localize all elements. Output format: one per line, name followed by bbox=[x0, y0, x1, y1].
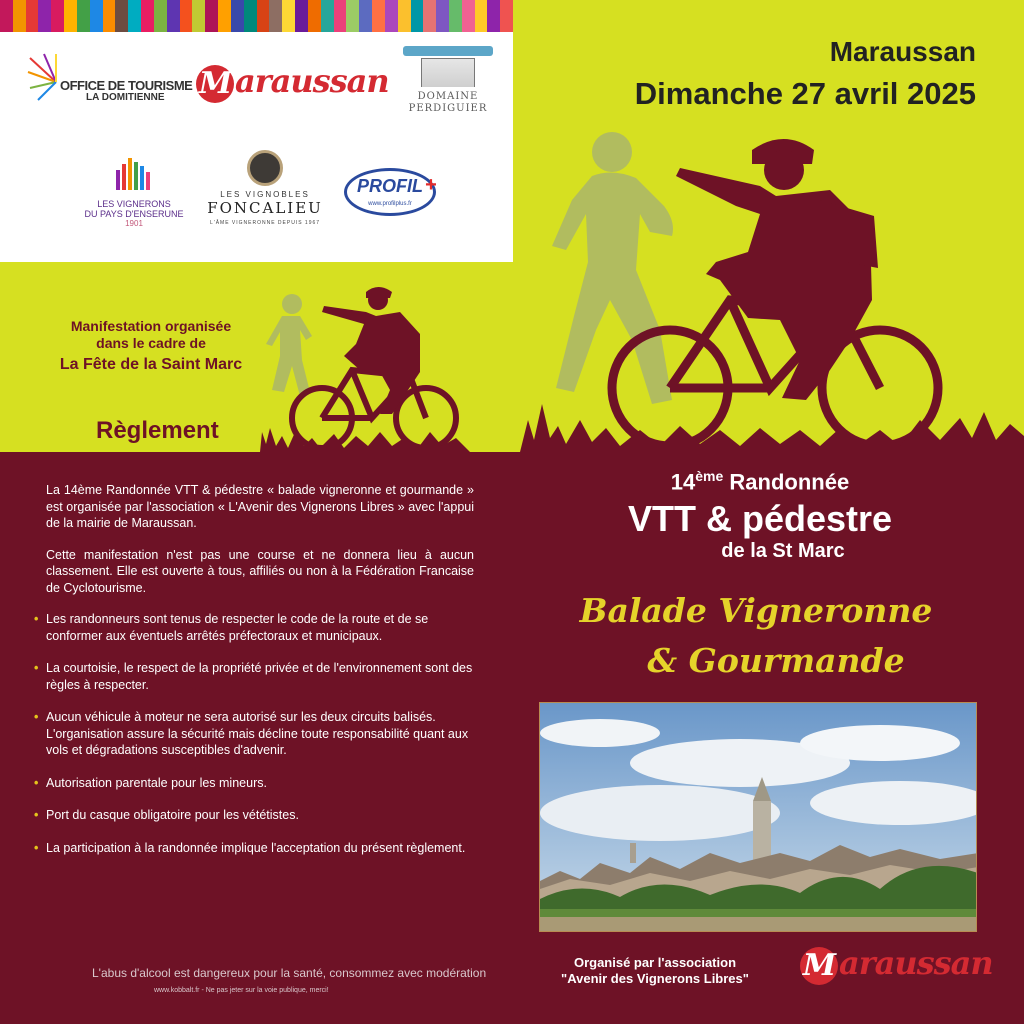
vignerons-line1: LES VIGNERONS bbox=[97, 199, 171, 209]
foncalieu-logo bbox=[200, 150, 330, 240]
chateau-icon bbox=[421, 58, 475, 87]
maraussan-logo-word: araussan bbox=[839, 944, 993, 982]
plus-icon: + bbox=[425, 174, 437, 196]
event-context bbox=[26, 318, 276, 376]
office-tourisme-sub: LA DOMITIENNE bbox=[86, 92, 165, 103]
reglement-rules-list bbox=[34, 611, 474, 856]
domaine-label: DOMAINE bbox=[417, 91, 479, 102]
foncalieu-name: FONCALIEU bbox=[207, 199, 323, 217]
reglement-paragraph: Cette manifestation n'est pas une course et ne donnera lieu à aucun classement. Elle est ouverte à tous, affiliés ou non à la Fédération Francaise de Cyclotourisme. bbox=[46, 547, 474, 595]
event-title: VTT & pédestre bbox=[627, 498, 893, 540]
rule-item: • La participation à la randonnée implique l'acceptation du présent règlement. bbox=[34, 840, 466, 855]
alcohol-warning: L'abus d'alcool est dangereux pour la santé, consommez avec modération bbox=[92, 966, 487, 980]
sunburst-icon bbox=[26, 52, 72, 102]
bullet-icon: • bbox=[34, 808, 39, 822]
profil-url: www.profilplus.fr bbox=[368, 201, 412, 207]
maraussan-logo bbox=[196, 62, 389, 112]
organiser-line2: "Avenir des Vignerons Libres" bbox=[561, 971, 749, 986]
vignerons-line2: DU PAYS D'ENSERUNE bbox=[84, 209, 184, 219]
domaine-name: PERDIGUIER bbox=[408, 103, 488, 114]
context-line1: Manifestation organisée bbox=[70, 318, 232, 334]
event-edition: 14ème Randonnée bbox=[670, 468, 850, 495]
foncalieu-tagline: L'ÂME VIGNERONNE DEPUIS 1967 bbox=[209, 220, 321, 226]
rule-item: • Les randonneurs sont tenus de respecter le code de la route et de se conformer aux éventuels arrêtés préfectoraux et municipaux. bbox=[34, 612, 429, 643]
event-place: Maraussan bbox=[829, 36, 976, 67]
vignerons-year: 1901 bbox=[125, 219, 143, 228]
maraussan-logo-initial: M bbox=[196, 65, 234, 103]
rule-item: • Port du casque obligatoire pour les vététistes. bbox=[34, 808, 299, 822]
bullet-icon: • bbox=[34, 840, 39, 855]
context-line2: dans le cadre de bbox=[96, 335, 206, 351]
maraussan-logo-word: araussan bbox=[235, 62, 389, 100]
cyclist-silhouette-small bbox=[292, 287, 456, 448]
village-landscape-image bbox=[540, 703, 977, 932]
context-line3: La Fête de la Saint Marc bbox=[59, 356, 243, 373]
bullet-icon: • bbox=[34, 661, 39, 675]
footer-credit: www.kobbalt.fr - Ne pas jeter sur la voie publique, merci! bbox=[154, 987, 329, 994]
vignerons-enserune-logo bbox=[84, 156, 184, 236]
runner-silhouette-large bbox=[552, 132, 673, 404]
top-banner bbox=[0, 0, 1024, 452]
event-title-block bbox=[560, 458, 960, 564]
bullet-icon: • bbox=[34, 775, 39, 790]
domaine-perdiguier-logo bbox=[398, 46, 498, 126]
profil-plus-logo bbox=[344, 168, 444, 228]
maraussan-logo-initial: M bbox=[800, 947, 838, 985]
ribbon-icon bbox=[403, 46, 493, 56]
event-tagline bbox=[556, 586, 956, 686]
event-date: Dimanche 27 avril 2025 bbox=[634, 76, 976, 111]
office-tourisme-name: OFFICE DE TOURISME bbox=[60, 78, 193, 93]
foncalieu-prefix: LES VIGNOBLES bbox=[220, 190, 310, 199]
tagline-line1: Balade Vigneronne bbox=[579, 591, 933, 630]
rule-item: • La courtoisie, le respect de la propriété privée et de l'environnement sont des règles à respecter. bbox=[34, 661, 473, 692]
office-tourisme-logo bbox=[26, 50, 193, 110]
rule-item: • Autorisation parentale pour les mineurs. bbox=[34, 775, 267, 790]
event-subtitle: de la St Marc bbox=[721, 540, 845, 563]
reglement-heading: Règlement bbox=[96, 417, 219, 444]
reglement-text bbox=[34, 482, 474, 872]
tree-seal-icon bbox=[247, 150, 283, 186]
profil-word: PROFIL bbox=[357, 176, 423, 196]
organiser-credit bbox=[540, 955, 770, 987]
tagline-line2: & Gourmande bbox=[647, 641, 905, 680]
maraussan-logo-footer bbox=[800, 944, 1000, 988]
vineyard-bars-icon bbox=[114, 156, 154, 190]
bullet-icon: • bbox=[34, 710, 39, 724]
reglement-intro: La 14ème Randonnée VTT & pédestre « balade vigneronne et gourmande » est organisée par l'association « L'Avenir des Vignerons Libres » avec l'appui de la mairie de Maraussan. bbox=[46, 483, 474, 530]
bullet-icon: • bbox=[34, 612, 39, 626]
rule-item: • Aucun véhicule à moteur ne sera autorisé sur les deux circuits balisés. L'organisation assure la sécurité mais décline toute responsabilité quant aux vols et dégradations susceptibles d'advenir. bbox=[34, 710, 469, 757]
village-photo bbox=[539, 702, 977, 932]
organiser-line1: Organisé par l'association bbox=[573, 955, 737, 970]
